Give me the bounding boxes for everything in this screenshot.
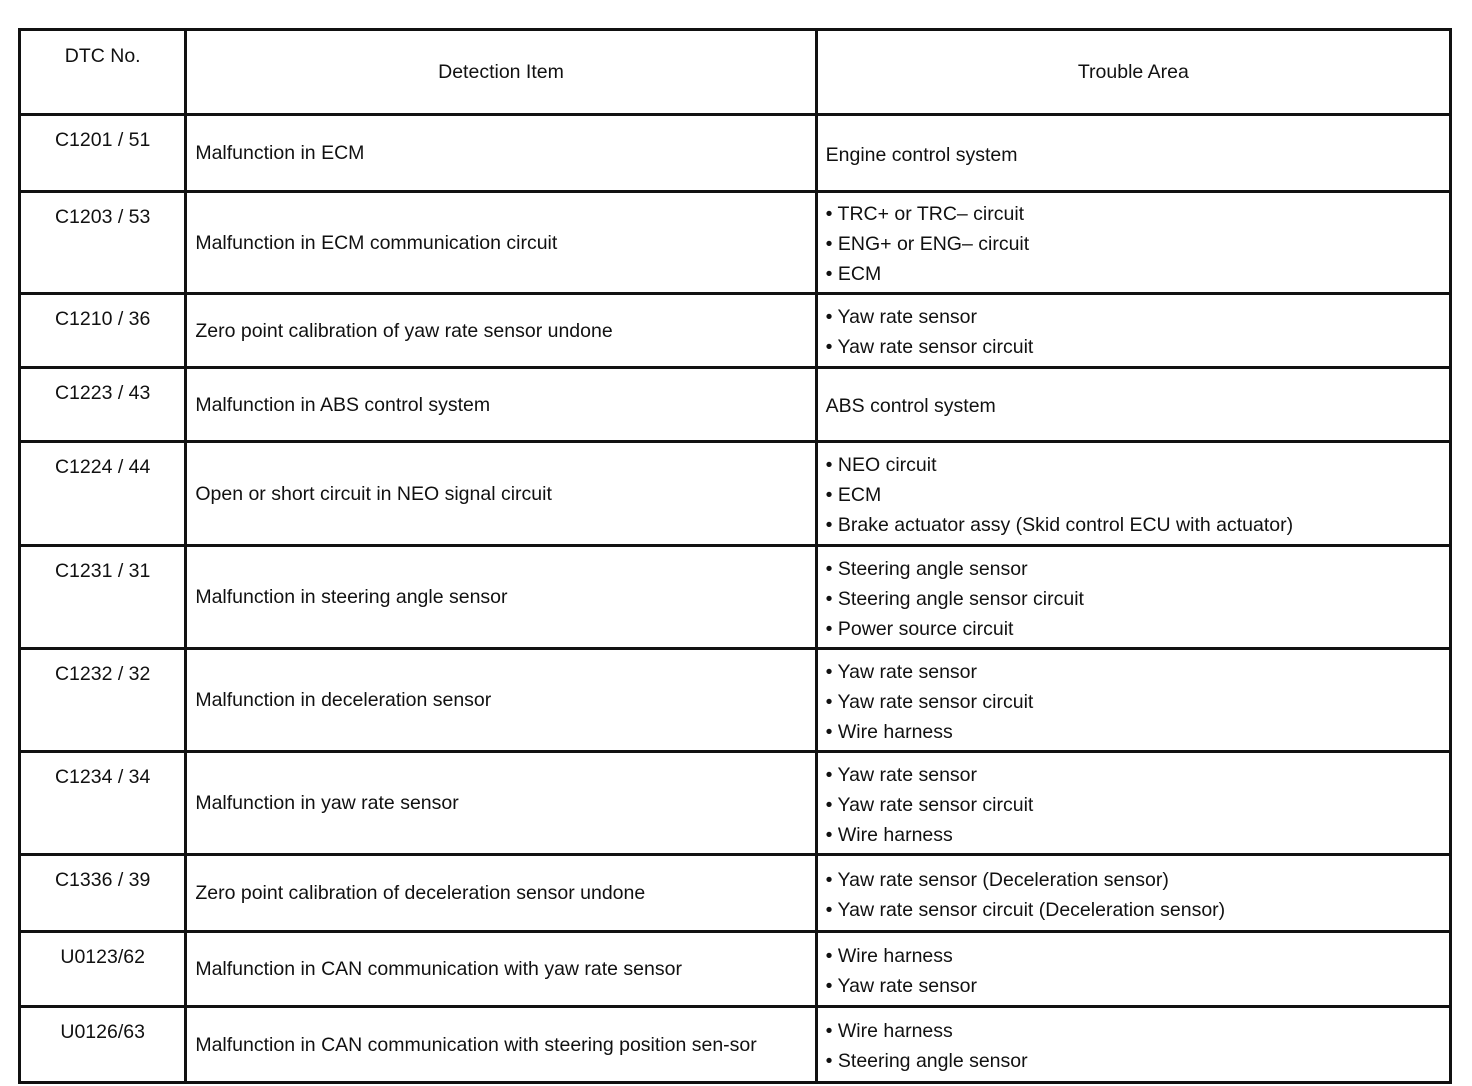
trouble-area xyxy=(816,932,1450,1007)
trouble-area-item: • Yaw rate sensor xyxy=(825,660,978,683)
trouble-area xyxy=(816,368,1450,442)
table-row xyxy=(20,368,1451,442)
trouble-area-item: • ECM xyxy=(825,263,882,285)
trouble-area-list xyxy=(826,299,1441,362)
trouble-area-item: • ENG+ or ENG– circuit xyxy=(825,233,1030,255)
detection-item: Malfunction in ECM communication circuit xyxy=(186,192,816,294)
trouble-area-item: • TRC+ or TRC– circuit xyxy=(825,203,1025,225)
trouble-area-item: • Yaw rate sensor (Deceleration sensor) xyxy=(825,868,1169,891)
trouble-area xyxy=(816,294,1450,368)
detection-item: Zero point calibration of deceleration sensor undone xyxy=(186,855,816,932)
trouble-area xyxy=(816,855,1450,932)
trouble-area xyxy=(816,115,1450,192)
dtc-number: C1203 / 53 xyxy=(20,192,186,294)
trouble-area-item: • ECM xyxy=(825,484,882,506)
header-dtc-no: DTC No. xyxy=(20,30,186,115)
trouble-area-item: • Yaw rate sensor xyxy=(825,974,978,997)
trouble-area xyxy=(816,649,1450,752)
trouble-area-item: • Yaw rate sensor circuit xyxy=(825,793,1034,816)
detection-item: Malfunction in CAN communication with yaw rate sensor xyxy=(186,932,816,1007)
trouble-area-item: ABS control system xyxy=(825,395,996,417)
table-row xyxy=(20,442,1451,546)
trouble-area-list xyxy=(826,388,1441,421)
table-body xyxy=(20,115,1451,1083)
dtc-number: C1224 / 44 xyxy=(20,442,186,546)
dtc-number: C1336 / 39 xyxy=(20,855,186,932)
trouble-area-item: • Yaw rate sensor xyxy=(825,306,978,328)
trouble-area-item: • Yaw rate sensor circuit xyxy=(825,690,1034,713)
trouble-area-list xyxy=(826,137,1441,170)
header-trouble-area: Trouble Area xyxy=(816,30,1450,115)
detection-item: Malfunction in steering angle sensor xyxy=(186,546,816,649)
trouble-area-item: • Steering angle sensor xyxy=(825,557,1028,580)
trouble-area xyxy=(816,546,1450,649)
trouble-area-item: Engine control system xyxy=(825,143,1018,166)
trouble-area-list xyxy=(826,938,1441,1001)
trouble-area-item: • Wire harness xyxy=(825,944,953,967)
dtc-number: C1210 / 36 xyxy=(20,294,186,368)
trouble-area-item: • Yaw rate sensor xyxy=(825,763,978,786)
dtc-number: U0123/62 xyxy=(20,932,186,1007)
table-row xyxy=(20,546,1451,649)
detection-item: Malfunction in ABS control system xyxy=(186,368,816,442)
table-row xyxy=(20,855,1451,932)
header-row xyxy=(20,30,1451,115)
trouble-area-item: • Wire harness xyxy=(825,1020,953,1042)
trouble-area-item: • Yaw rate sensor circuit xyxy=(825,336,1034,358)
detection-item: Malfunction in CAN communication with steering position sen-sor xyxy=(186,1007,816,1083)
dtc-number: C1201 / 51 xyxy=(20,115,186,192)
table-row xyxy=(20,294,1451,368)
trouble-area-item: • Brake actuator assy (Skid control ECU with actuator) xyxy=(825,514,1294,536)
trouble-area-item: • Power source circuit xyxy=(825,617,1014,640)
trouble-area-list xyxy=(826,654,1441,747)
table-row xyxy=(20,752,1451,855)
dtc-table xyxy=(18,28,1452,1084)
trouble-area-item: • NEO circuit xyxy=(825,454,937,476)
trouble-area-item: • Wire harness xyxy=(825,823,953,846)
table-row xyxy=(20,649,1451,752)
dtc-number: C1223 / 43 xyxy=(20,368,186,442)
trouble-area xyxy=(816,752,1450,855)
trouble-area-list xyxy=(826,196,1441,289)
trouble-area-list xyxy=(826,757,1441,850)
trouble-area-item: • Steering angle sensor xyxy=(825,1050,1028,1072)
trouble-area-list xyxy=(826,551,1441,644)
trouble-area-list xyxy=(826,1013,1441,1076)
dtc-number: C1231 / 31 xyxy=(20,546,186,649)
trouble-area-item: • Wire harness xyxy=(825,720,953,743)
trouble-area-list xyxy=(826,862,1441,925)
trouble-area-list xyxy=(826,447,1441,540)
header-detection-item: Detection Item xyxy=(186,30,816,115)
table-row xyxy=(20,192,1451,294)
detection-item: Malfunction in deceleration sensor xyxy=(186,649,816,752)
trouble-area-item: • Steering angle sensor circuit xyxy=(825,587,1084,610)
trouble-area xyxy=(816,1007,1450,1083)
dtc-number: U0126/63 xyxy=(20,1007,186,1083)
trouble-area xyxy=(816,442,1450,546)
trouble-area-item: • Yaw rate sensor circuit (Deceleration sensor) xyxy=(825,898,1226,921)
table-row xyxy=(20,1007,1451,1083)
trouble-area xyxy=(816,192,1450,294)
dtc-number: C1234 / 34 xyxy=(20,752,186,855)
detection-item: Malfunction in yaw rate sensor xyxy=(186,752,816,855)
detection-item: Zero point calibration of yaw rate sensor undone xyxy=(186,294,816,368)
table-row xyxy=(20,115,1451,192)
table-row xyxy=(20,932,1451,1007)
dtc-number: C1232 / 32 xyxy=(20,649,186,752)
detection-item: Open or short circuit in NEO signal circuit xyxy=(186,442,816,546)
detection-item: Malfunction in ECM xyxy=(186,115,816,192)
